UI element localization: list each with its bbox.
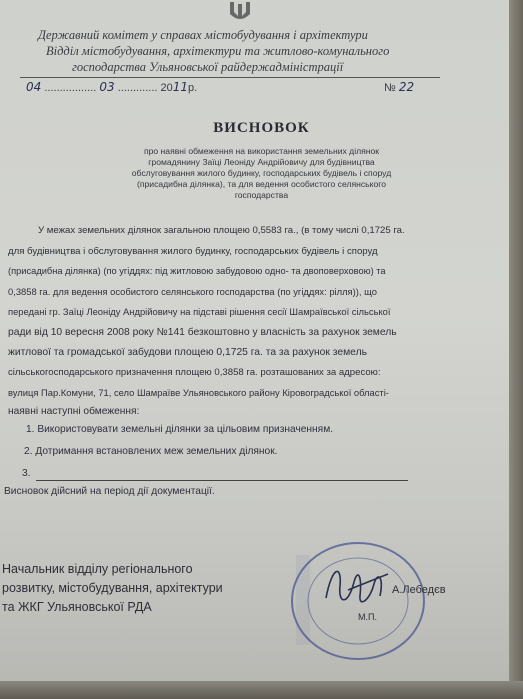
date-month: 03: [99, 80, 115, 94]
restriction-3: 3.: [22, 468, 31, 479]
header-line-2: Відділ містобудування, архітектури та житлово-комунального: [46, 44, 390, 58]
subtitle-line-3: обслуговування жилого будинку, господарських будівель і споруд: [131, 168, 392, 178]
header-line-3: господарства Ульяновської райдержадміністрації: [72, 60, 344, 74]
body-line-3: (присадибна ділянка) (по угіддях: під житловою забудовою одно- та двоповерховою) та: [8, 266, 386, 276]
body-line-2: для будівництва і обслуговування жилого будинку, господарських будівель і споруд: [8, 246, 378, 257]
signatory-position-3: та ЖКГ Ульяновської РДА: [2, 600, 152, 614]
restriction-2: 2. Дотримання встановлених меж земельних ділянок.: [24, 446, 278, 457]
document-title: ВИСНОВОК: [213, 120, 310, 136]
signatory-position-1: Начальник відділу регіонального: [2, 562, 193, 576]
date-year-prefix: 20: [160, 82, 173, 94]
doc-number: [384, 80, 414, 94]
restriction-3-blank: [36, 480, 408, 481]
signatory-position-2: розвитку, містобудування, архітектури: [2, 581, 223, 595]
body-line-6: ради від 10 вересня 2008 року №141 безкоштовно у власність за рахунок земель: [8, 327, 397, 338]
date-line: 04 ................. 03 ............. 2011р.: [26, 80, 198, 94]
date-year-suffix: 11: [172, 80, 189, 94]
body-line-5: передані гр. Заїці Леоніду Андрійовичу на підставі рішення сесії Шамраївської сільської: [8, 306, 391, 317]
subtitle-line-5: господарства: [234, 190, 289, 200]
body-line-4: 0,3858 га. для ведення особистого селянського господарства (по угіддях: рілля)), що: [8, 286, 377, 297]
header-line-1: Державний комітет у справах містобудування і архітектури: [38, 28, 368, 42]
subtitle-line-1: про наявні обмеження на використання земельних ділянок: [143, 146, 380, 156]
doc-number-value: 22: [398, 80, 415, 94]
signatory-name: А.Лебедєв: [392, 584, 446, 596]
restriction-1: 1. Використовувати земельні ділянки за цільовим призначенням.: [26, 424, 334, 435]
page-shadow-bottom: [0, 681, 523, 699]
subtitle-line-4: (присадибна ділянка), та для ведення особистого селянського: [136, 179, 387, 189]
stamp-mp-label: М.П.: [358, 612, 377, 622]
date-year-mark: р.: [188, 82, 198, 94]
body-line-9: вулиця Пар.Комуни, 71, село Шамраїве Ульяновського району Кіровоградської області-: [8, 387, 389, 398]
trident-emblem-icon: [226, 0, 254, 24]
body-line-8: сільськогосподарського призначення площею 0,3858 га. розташованих за адресою:: [8, 367, 381, 378]
body-line-10: наявні наступні обмеження:: [8, 406, 140, 417]
page-shadow-right: [509, 0, 523, 699]
body-line-1: У межах земельних ділянок загальною площею 0,5583 га., (в тому числі 0,1725 га.: [38, 225, 405, 236]
date-day: 04: [26, 80, 42, 94]
subtitle-line-2: громадянину Заїці Леоніду Андрійовичу для будівництва: [148, 157, 375, 167]
header-rule: [20, 77, 440, 78]
body-line-7: житлової та громадської забудови площею 0,1725 га. та за рахунок земель: [8, 347, 367, 358]
validity-note: Висновок дійсний на період дії документації.: [4, 486, 215, 497]
doc-number-prefix: №: [384, 82, 396, 94]
